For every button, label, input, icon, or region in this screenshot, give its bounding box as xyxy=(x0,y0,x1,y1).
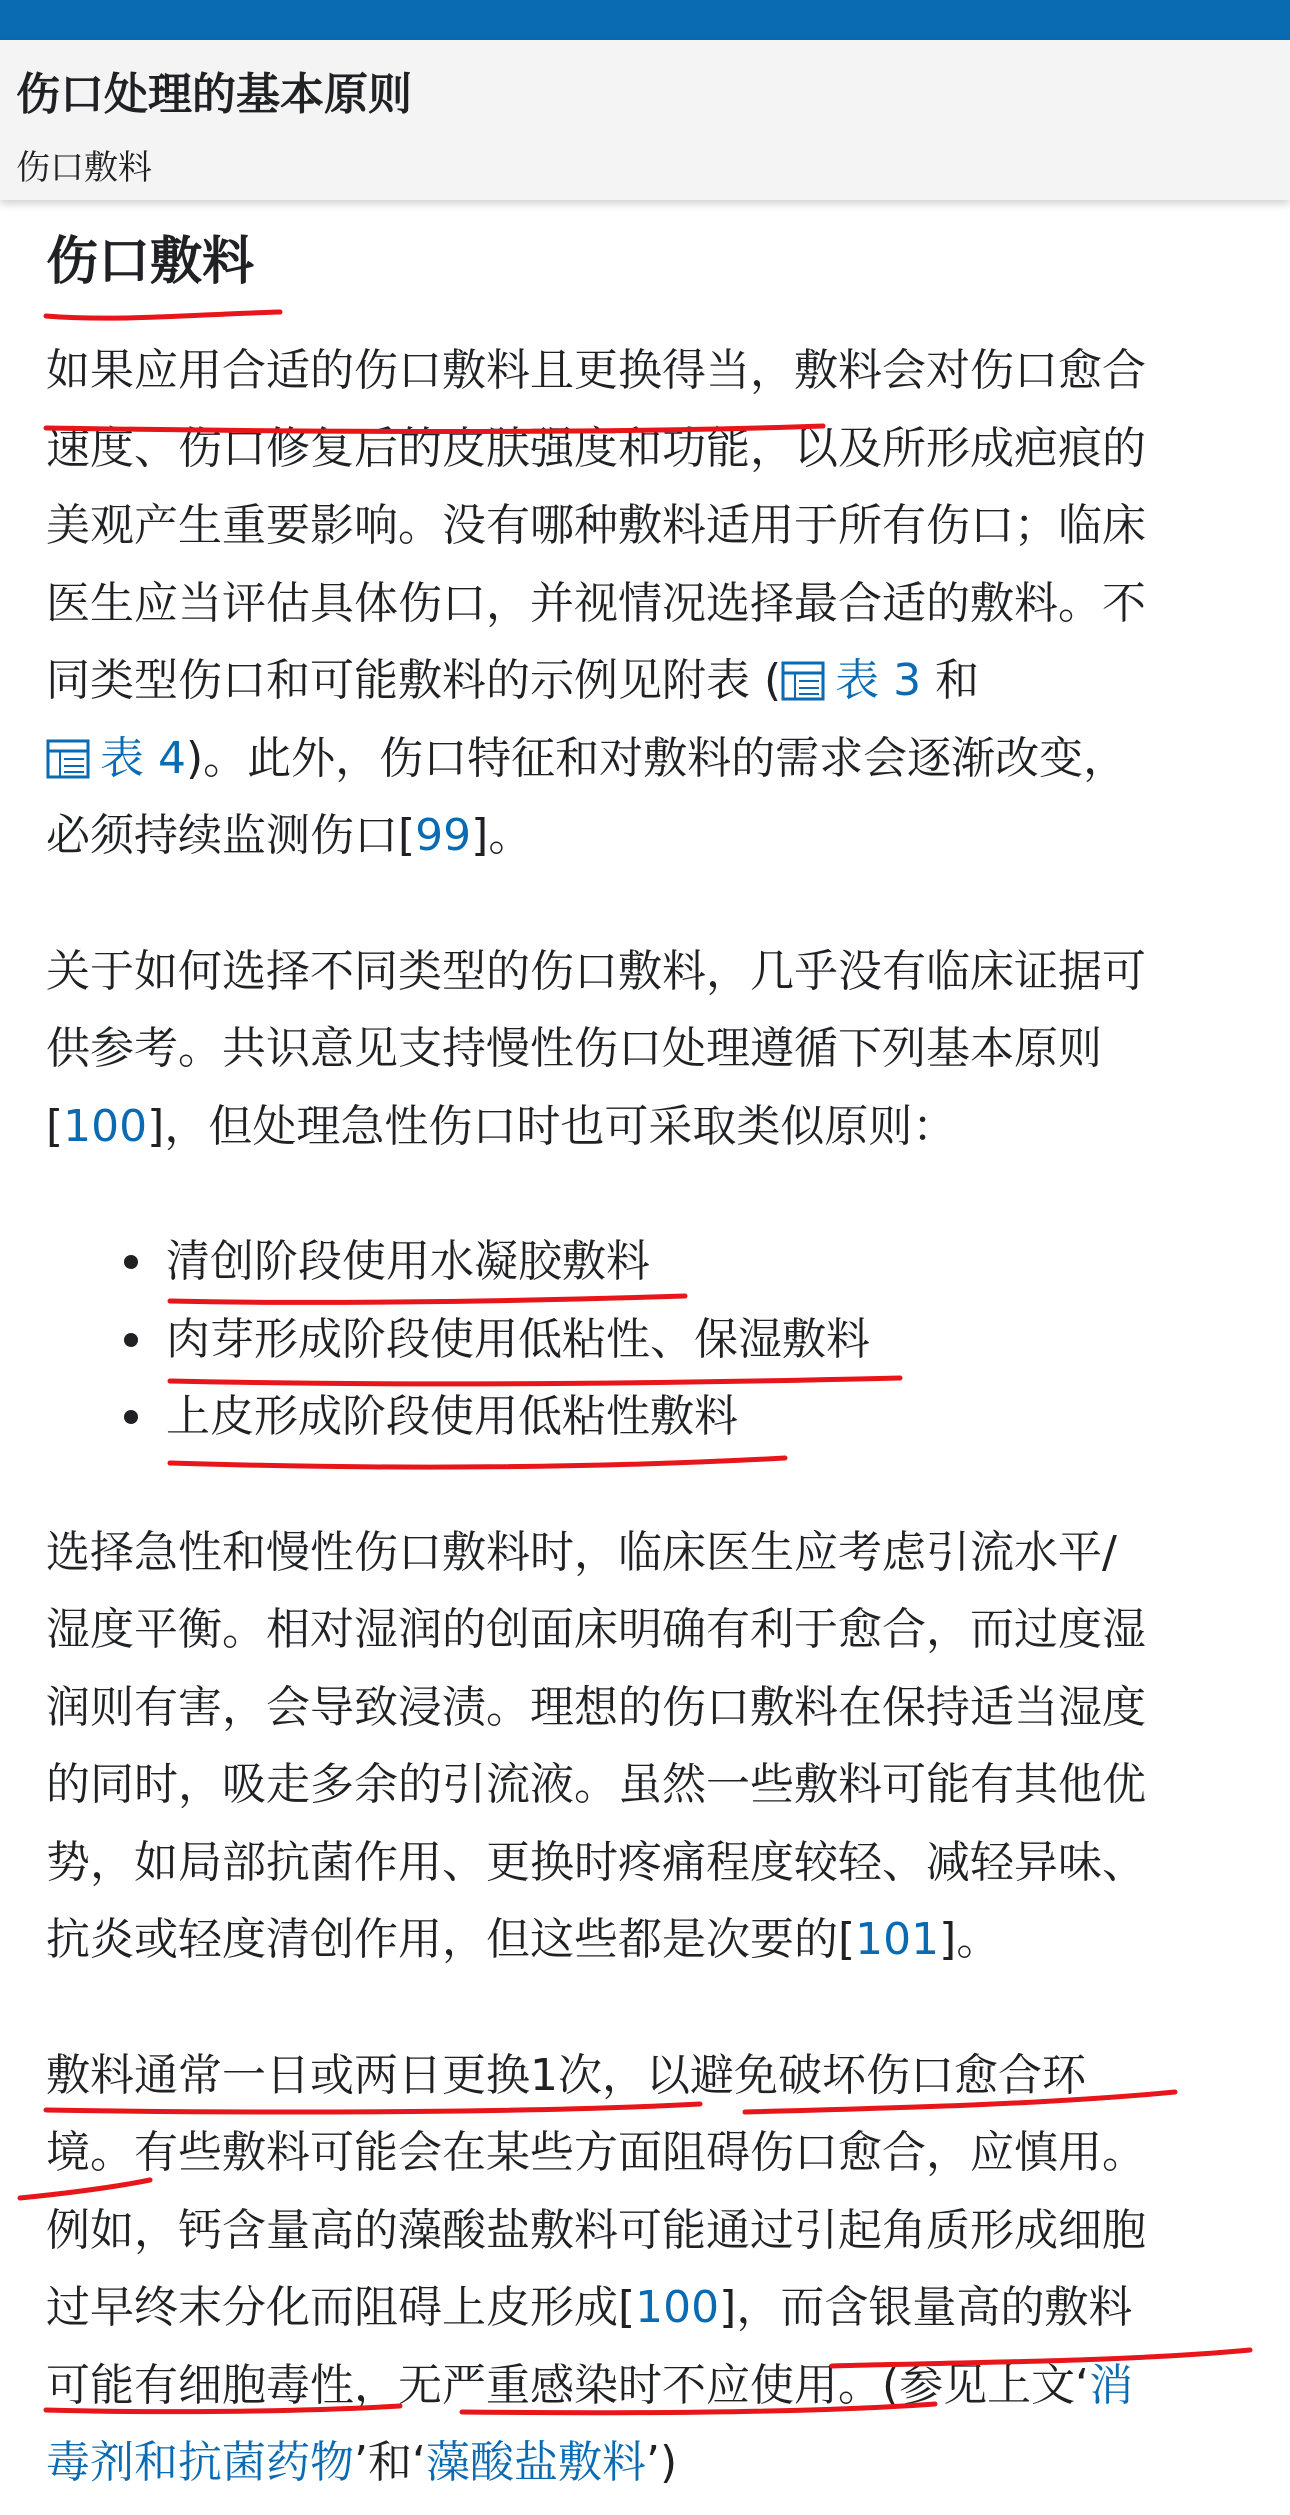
text-line xyxy=(46,2347,1246,2425)
text-line: 美观产生重要影响。没有哪种敷料适用于所有伤口；临床 xyxy=(46,500,1146,551)
list-item xyxy=(46,1223,1246,1301)
reference-101-link[interactable]: 101 xyxy=(855,1914,940,1965)
text-line: 选择急性和慢性伤口敷料时，临床医生应考虑引流水平/ xyxy=(46,1526,1117,1578)
text-segment: [ xyxy=(46,1100,64,1152)
text-line xyxy=(46,2269,1246,2347)
table-icon xyxy=(46,739,90,779)
list-item xyxy=(46,1301,1246,1379)
text-line xyxy=(46,642,1246,720)
bullet-dot xyxy=(124,1410,138,1424)
text-segment: 可能有细胞毒性，无严重感染时不应使用。(参见上文‘ xyxy=(46,2359,1090,2411)
list-item-text: 肉芽形成阶段使用低粘性、保湿敷料 xyxy=(166,1313,870,1365)
disinfectants-link-part1[interactable]: 消 xyxy=(1089,2359,1134,2411)
text-segment: ]，但处理急性伤口时也可采取类似原则： xyxy=(147,1100,957,1152)
text-segment: 必须持续监测伤口[ xyxy=(46,810,416,861)
text-line: 势，如局部抗菌作用、更换时疼痛程度较轻、减轻异味、 xyxy=(46,1836,1146,1888)
text-segment: ]。 xyxy=(939,1914,1001,1965)
section-breadcrumb[interactable]: 伤口敷料 xyxy=(16,148,152,188)
paragraph-1 xyxy=(46,332,1246,875)
bullet-dot xyxy=(124,1255,138,1269)
text-line xyxy=(46,1901,1246,1979)
reference-100-link[interactable]: 100 xyxy=(635,2282,720,2333)
alginate-dressing-link[interactable]: 藻酸盐敷料 xyxy=(425,2437,646,2488)
text-line: 医生应当评估具体伤口，并视情况选择最合适的敷料。不 xyxy=(46,577,1146,629)
text-segment: ]，而含银量高的敷料 xyxy=(719,2282,1133,2333)
text-line xyxy=(46,2424,1246,2502)
table-icon xyxy=(781,661,825,701)
text-line: 润则有害，会导致浸渍。理想的伤口敷料在保持适当湿度 xyxy=(46,1681,1146,1733)
text-segment: ’和‘ xyxy=(354,2437,426,2488)
list-item xyxy=(46,1378,1246,1456)
article-content xyxy=(46,222,1246,2502)
reference-99-link[interactable]: 99 xyxy=(415,810,472,861)
table-3-link-label: 表 3 xyxy=(835,655,922,706)
text-line: 例如，钙含量高的藻酸盐敷料可能通过引起角质形成细胞 xyxy=(46,2204,1146,2256)
text-segment: ’) xyxy=(645,2437,678,2488)
page-header xyxy=(0,40,1290,200)
section-heading: 伤口敷料 xyxy=(46,232,255,292)
text-segment: )。此外，伤口特征和对敷料的需求会逐渐改变， xyxy=(185,732,1128,784)
text-line: 供参考。共识意见支持慢性伤口处理遵循下列基本原则 xyxy=(46,1023,1102,1074)
text-segment: ]。 xyxy=(471,810,533,861)
bullet-dot xyxy=(124,1333,138,1347)
text-segment: 同类型伤口和可能敷料的示例见附表 ( xyxy=(46,655,782,706)
principles-list xyxy=(46,1223,1246,1456)
table-3-link[interactable] xyxy=(781,655,921,706)
reference-100-link[interactable]: 100 xyxy=(63,1100,148,1152)
paragraph-3 xyxy=(46,1514,1246,1979)
disinfectants-link-part2[interactable]: 毒剂和抗菌药物 xyxy=(46,2437,354,2488)
text-line: 湿度平衡。相对湿润的创面床明确有利于愈合，而过度湿 xyxy=(46,1604,1146,1655)
text-line xyxy=(46,1088,1246,1166)
text-line: 敷料通常一日或两日更换1次，以避免破坏伤口愈合环 xyxy=(46,2049,1086,2101)
list-item-text: 清创阶段使用水凝胶敷料 xyxy=(166,1236,650,1287)
text-line: 速度、伤口修复后的皮肤强度和功能，以及所形成疤痕的 xyxy=(46,422,1146,474)
text-line xyxy=(46,720,1246,798)
text-segment: 过早终末分化而阻碍上皮形成[ xyxy=(46,2282,636,2333)
text-line: 境。有些敷料可能会在某些方面阻碍伤口愈合，应慎用。 xyxy=(46,2127,1146,2178)
text-segment: 抗炎或轻度清创作用，但这些都是次要的[ xyxy=(46,1914,856,1965)
top-status-bar xyxy=(0,0,1290,40)
text-line xyxy=(46,797,1246,875)
text-segment: 和 xyxy=(921,655,980,706)
table-4-link[interactable] xyxy=(46,733,186,784)
list-item-text: 上皮形成阶段使用低粘性敷料 xyxy=(166,1391,738,1442)
page-title: 伤口处理的基本原则 xyxy=(16,69,412,120)
text-line: 关于如何选择不同类型的伤口敷料，几乎没有临床证据可 xyxy=(46,945,1146,997)
paragraph-4 xyxy=(46,2037,1246,2502)
text-line: 的同时，吸走多余的引流液。虽然一些敷料可能有其他优 xyxy=(46,1759,1146,1810)
paragraph-2 xyxy=(46,933,1246,1166)
table-4-link-label: 表 4 xyxy=(100,732,186,784)
text-line: 如果应用合适的伤口敷料且更换得当，敷料会对伤口愈合 xyxy=(46,345,1146,396)
